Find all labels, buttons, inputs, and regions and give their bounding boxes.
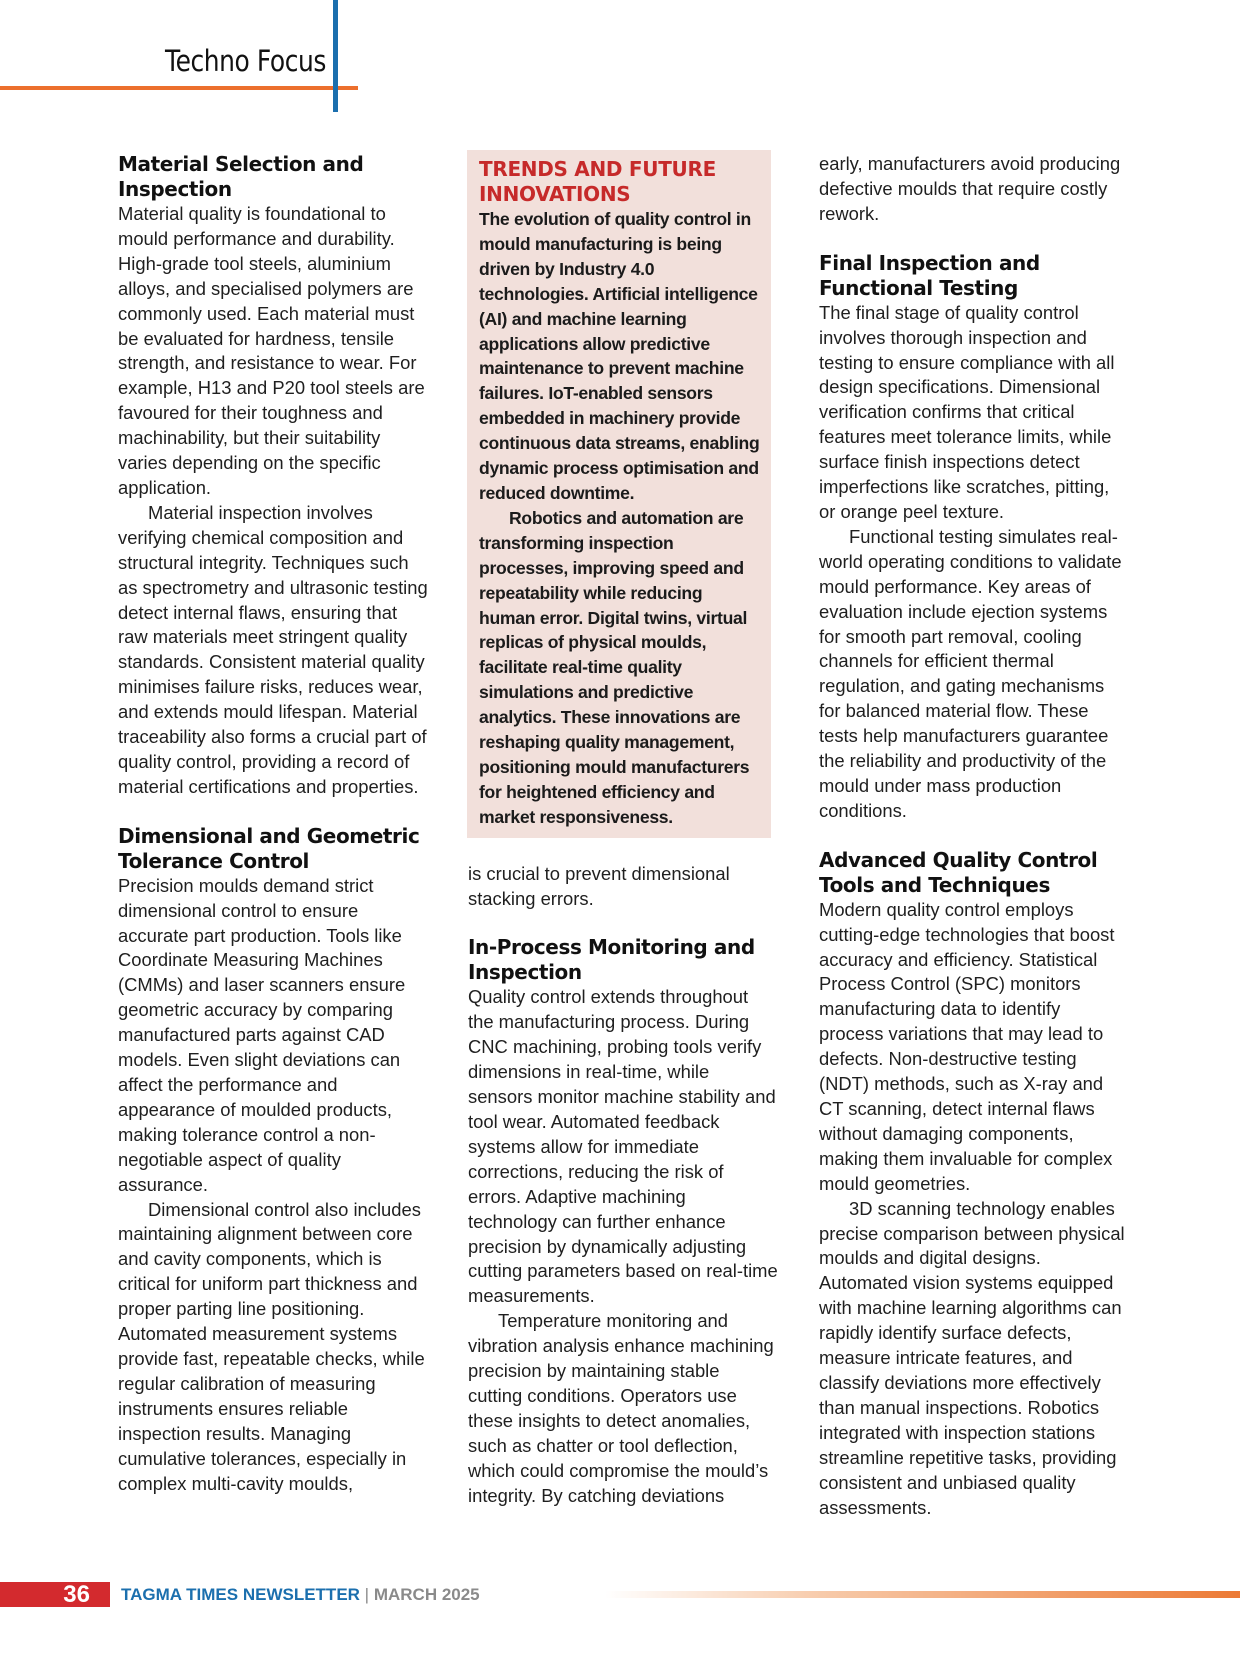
heading-in-process-monitoring: In-Process Monitoring and Inspection — [468, 935, 755, 985]
sidebar-box — [467, 150, 771, 838]
paragraph: The final stage of quality control involves thorough inspection and testing to ensure compliance with all design specifications. Dimensional verification confirms that critical features meet tolerance limits, while surface finish inspections detect imperfections like scratches, pitting, or orange peel texture. — [819, 301, 1115, 522]
paragraph: is crucial to prevent dimensional stacking errors. — [468, 862, 730, 909]
publication-name: TAGMA TIMES NEWSLETTER — [121, 1585, 360, 1604]
footer-gradient-rule — [605, 1591, 1240, 1598]
header-rule-blue — [333, 0, 338, 112]
header-rule-orange — [0, 86, 358, 90]
heading-material-selection: Material Selection and Inspection — [118, 152, 364, 201]
section-label: Techno Focus — [165, 44, 326, 78]
paragraph: Modern quality control employs cutting-edge technologies that boost accuracy and efficiency. Statistical Process Control (SPC) monitors manufacturing data to identify process variations that may lead to defects. Non-destructive testing (NDT) methods, such as X-ray and CT scanning, detect internal flaws without damaging components, making them invaluable for complex mould geometries. — [819, 898, 1115, 1194]
sidebar-paragraph: Robotics and automation are transforming inspection processes, improving speed and repeatability while reducing human error. Digital twins, virtual replicas of physical moulds, facilitate real-time quality simulations and predictive analytics. These innovations are reshaping quality management, positioning mould manufacturers for heightened efficiency and market responsiveness. — [479, 507, 750, 827]
heading-dimensional-tolerance: Dimensional and Geometric Tolerance Control — [118, 823, 420, 873]
page-number: 36 — [0, 1582, 110, 1607]
issue-date: MARCH 2025 — [373, 1585, 480, 1604]
paragraph: Quality control extends throughout the manufacturing process. During CNC machining, probing tools verify dimensions in real-time, while sensors monitor machine stability and tool wear. Automated feedback systems allow for immediate corrections, reducing the risk of errors. Adaptive machining technology can further enhance precision by dynamically adjusting cutting parameters based on real-time measurements. — [468, 986, 778, 1307]
heading-final-inspection: Final Inspection and Functional Testing — [819, 250, 1040, 300]
paragraph: Precision moulds demand strict dimensional control to ensure accurate part production. Tools like Coordinate Measuring Machines (CMMs) and laser scanners ensure geometric accuracy by comparing manufactured parts against CAD models. Even slight deviations can affect the performance and appearance of moulded products, making tolerance control a non-negotiable aspect of quality assurance. — [118, 874, 406, 1195]
footer-publication — [121, 1583, 480, 1607]
sidebar-title: TRENDS AND FUTURE INNOVATIONS — [479, 157, 716, 206]
paragraph: Material inspection involves verifying chemical composition and structural integrity. Techniques such as spectrometry and ultrasonic testing detect internal flaws, ensuring that raw materials meet stringent quality standards. Consistent material quality minimises failure risks, reduces wear, and extends mould lifespan. Material traceability also forms a crucial part of quality control, providing a record of material certifications and properties. — [118, 501, 428, 797]
paragraph: Dimensional control also includes maintaining alignment between core and cavity components, which is critical for uniform part thickness and proper parting line positioning. Automated measurement systems provide fast, repeatable checks, while regular calibration of measuring instruments ensures reliable inspection results. Managing cumulative tolerances, especially in complex multi-cavity moulds, — [118, 1198, 425, 1494]
paragraph: Temperature monitoring and vibration analysis enhance machining precision by maintaining stable cutting conditions. Operators use these insights to detect anomalies, such as chatter or tool deflection, which could compromise the mould’s integrity. By catching deviations — [468, 1310, 774, 1506]
paragraph: 3D scanning technology enables precise comparison between physical moulds and digital designs. Automated vision systems equipped with machine learning algorithms can rapidly identify surface defects, measure intricate features, and classify deviations more effectively than manual inspections. Robotics integrated with inspection stations streamline repetitive tasks, providing consistent and unbiased quality assessments. — [819, 1197, 1125, 1518]
paragraph: Functional testing simulates real-world operating conditions to validate mould performance. Key areas of evaluation include ejection systems for smooth part removal, cooling channels for efficient thermal regulation, and gating mechanisms for balanced material flow. These tests help manufacturers guarantee the reliability and productivity of the mould under mass production conditions. — [819, 525, 1122, 821]
column-1 — [118, 152, 428, 1496]
column-2 — [468, 152, 778, 1509]
sidebar-paragraph: The evolution of quality control in mould manufacturing is being driven by Industry 4.0 technologies. Artificial intelligence (AI) and machine learning applications allow predictive maintenance to prevent machine failures. IoT-enabled sensors embedded in machinery provide continuous data streams, enabling dynamic process optimisation and reduced downtime. — [479, 209, 760, 503]
footer-separator: | — [364, 1585, 370, 1604]
column-3 — [819, 152, 1129, 1520]
paragraph: Material quality is foundational to mould performance and durability. High-grade tool steels, aluminium alloys, and specialised polymers are commonly used. Each material must be evaluated for hardness, tensile strength, and resistance to wear. For example, H13 and P20 tool steels are favoured for their toughness and machinability, but their suitability varies depending on the specific application. — [118, 203, 425, 498]
paragraph: early, manufacturers avoid producing defective moulds that require costly rework. — [819, 153, 1121, 224]
heading-advanced-qc-tools: Advanced Quality Control Tools and Techniques — [819, 847, 1098, 897]
